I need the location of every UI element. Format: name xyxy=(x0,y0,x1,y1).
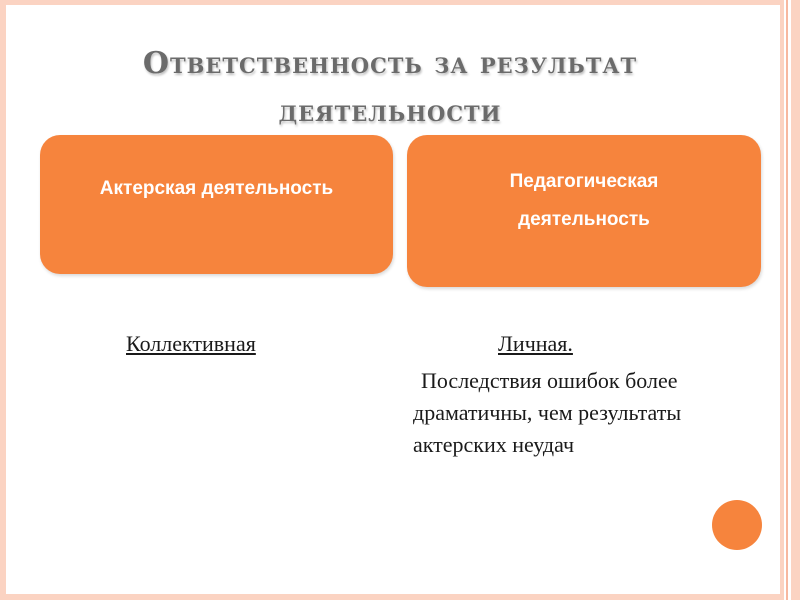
frame-bottom-border xyxy=(0,594,800,600)
acting-activity-label: Актерская деятельность xyxy=(99,178,334,199)
frame-top-border xyxy=(0,0,800,5)
personal-heading: Личная. xyxy=(498,331,573,356)
teaching-activity-label: Педагогическая деятельность xyxy=(509,171,659,230)
frame-right-stripes xyxy=(780,0,800,600)
teaching-activity-box xyxy=(407,135,761,287)
consequences-text: Последствия ошибок более драматичны, чем результаты актерских неудач xyxy=(413,368,682,457)
slide-title: Ответственность за результат деятельности xyxy=(142,46,638,129)
decorative-circle xyxy=(712,500,762,550)
frame-left-border xyxy=(0,0,6,600)
collective-heading: Коллективная xyxy=(126,331,256,356)
acting-activity-box xyxy=(40,135,393,274)
